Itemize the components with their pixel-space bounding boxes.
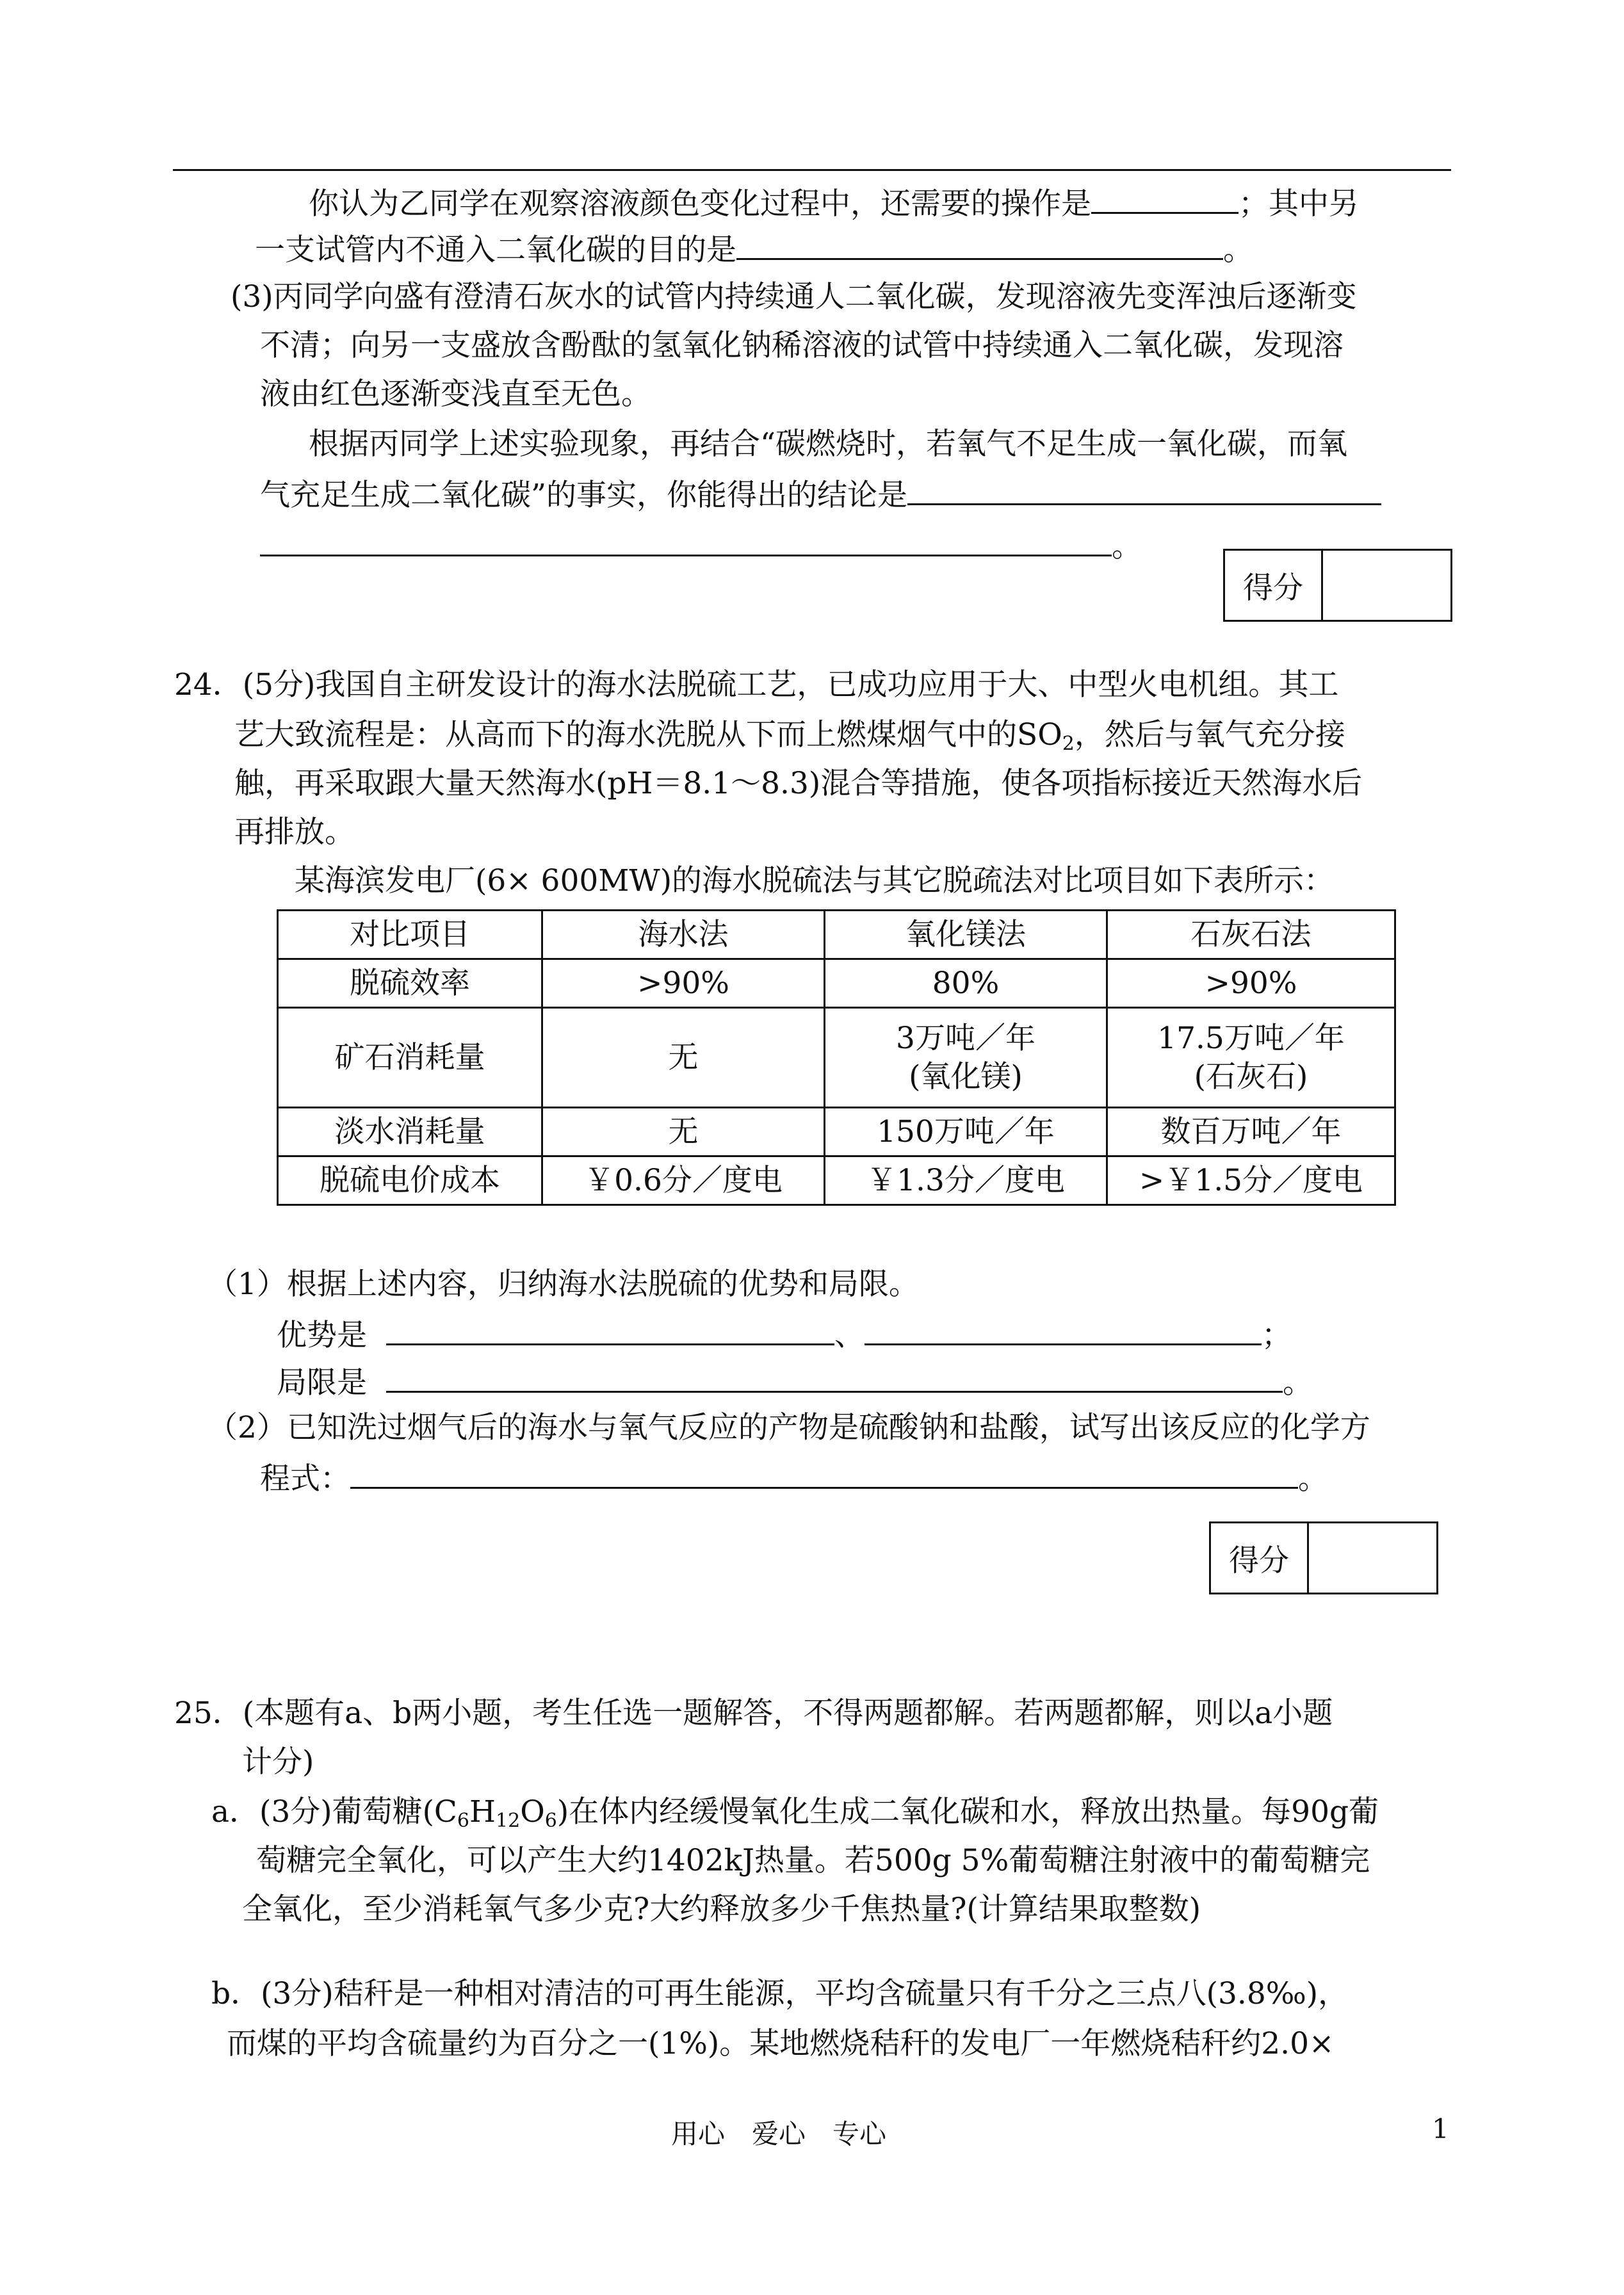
q23-line-2: 一支试管内不通入二氧化碳的目的是 。 bbox=[255, 229, 1253, 270]
q23-3-line-1: (3)丙同学向盛有澄清石灰水的试管内持续通人二氧化碳，发现溶液先变浑浊后逐渐变 bbox=[231, 279, 1357, 314]
q25b-line-1: b．(3分)秸秆是一种相对清洁的可再生能源，平均含硫量只有千分之三点八(3.8‰)， bbox=[211, 1976, 1349, 2011]
table-cell: 无 bbox=[542, 1108, 825, 1156]
table-row bbox=[278, 1108, 1395, 1156]
q25a-line-1: a．(3分)葡萄糖$(C_6H_{12}O_6)$在体内经缓慢氧化生成二氧化碳和水，释放出热量。每90g葡 bbox=[211, 1794, 1379, 1832]
comparison-table bbox=[277, 909, 1396, 1206]
q25a-line-2: 萄糖完全氧化，可以产生大约1402kJ热量。若500g 5%葡萄糖注射液中的葡萄糖完 bbox=[256, 1843, 1370, 1878]
q24-line-2: 艺大致流程是：从高而下的海水洗脱从下而上燃煤烟气中的$SO_2$，然后与氧气充分接 bbox=[234, 717, 1345, 755]
q23-3-line-5: 气充足生成二氧化碳”的事实，你能得出的结论是 bbox=[260, 474, 1381, 515]
q23-line-1: 你认为乙同学在观察溶液颜色变化过程中，还需要的操作是 ；其中另 bbox=[309, 182, 1359, 223]
table-cell: 脱硫效率 bbox=[278, 959, 542, 1008]
q24-line-3: 触，再采取跟大量天然海水(pH＝8.1～8.3)混合等措施，使各项指标接近天然海水后 bbox=[234, 766, 1363, 801]
score-field[interactable] bbox=[1309, 1523, 1436, 1593]
q24-sub2-line-2: 程式： 。 bbox=[260, 1457, 1328, 1498]
header-rule bbox=[173, 169, 1451, 171]
q23-3-line-3: 液由红色逐渐变浅直至无色。 bbox=[260, 377, 651, 412]
table-header-row bbox=[278, 911, 1395, 959]
score-label: 得分 bbox=[1225, 551, 1323, 620]
q24-sub1: （1）根据上述内容，归纳海水法脱硫的优势和局限。 bbox=[207, 1267, 919, 1302]
score-label: 得分 bbox=[1211, 1523, 1309, 1593]
answer-blank[interactable] bbox=[907, 474, 1381, 505]
answer-blank[interactable] bbox=[386, 1361, 1283, 1393]
score-box bbox=[1209, 1521, 1438, 1594]
q23-3-line-4: 根据丙同学上述实验现象，再结合“碳燃烧时，若氧气不足生成一氧化碳，而氧 bbox=[309, 426, 1348, 462]
answer-blank[interactable] bbox=[350, 1457, 1298, 1489]
score-box bbox=[1223, 549, 1452, 622]
table-cell: 矿石消耗量 bbox=[278, 1008, 542, 1108]
q24-advantage: 优势是 、 ； bbox=[277, 1314, 1292, 1355]
table-cell: >90% bbox=[542, 959, 825, 1008]
q24-sub2-line-1: （2）已知洗过烟气后的海水与氧气反应的产物是硫酸钠和盐酸，试写出该反应的化学方 bbox=[207, 1410, 1370, 1445]
table-header: 对比项目 bbox=[278, 911, 542, 959]
table-header: 石灰石法 bbox=[1107, 911, 1395, 959]
q25-line-1: 25．(本题有a、b两小题，考生任选一题解答，不得两题都解。若两题都解，则以a小题 bbox=[174, 1696, 1333, 1731]
table-cell: 数百万吨／年 bbox=[1107, 1108, 1395, 1156]
q24-line-4: 再排放。 bbox=[234, 815, 355, 850]
q23-3-line-2: 不清；向另一支盛放含酚酞的氢氧化钠稀溶液的试管中持续通入二氧化碳，发现溶 bbox=[260, 328, 1344, 363]
table-cell: 3万吨／年 (氧化镁) bbox=[825, 1008, 1107, 1108]
table-cell: ￥0.6分／度电 bbox=[542, 1156, 825, 1205]
table-cell: 脱硫电价成本 bbox=[278, 1156, 542, 1205]
table-row bbox=[278, 959, 1395, 1008]
answer-blank[interactable] bbox=[736, 229, 1223, 260]
table-row bbox=[278, 1156, 1395, 1205]
answer-blank[interactable] bbox=[386, 1314, 834, 1345]
table-cell: 80% bbox=[825, 959, 1107, 1008]
q24-limitation: 局限是 。 bbox=[277, 1361, 1313, 1402]
answer-blank[interactable] bbox=[1091, 182, 1238, 214]
table-cell: 无 bbox=[542, 1008, 825, 1108]
q23-3-line-6: 。 bbox=[260, 525, 1142, 566]
table-header: 氧化镁法 bbox=[825, 911, 1107, 959]
table-cell: ￥1.3分／度电 bbox=[825, 1156, 1107, 1205]
table-cell: 淡水消耗量 bbox=[278, 1108, 542, 1156]
footer-motto: 用心 爱心 专心 bbox=[671, 2118, 887, 2150]
answer-blank[interactable] bbox=[260, 525, 1112, 556]
table-cell: 17.5万吨／年 (石灰石) bbox=[1107, 1008, 1395, 1108]
q24-line-5: 某海滨发电厂(6× 600MW)的海水脱硫法与其它脱疏法对比项目如下表所示： bbox=[295, 863, 1335, 898]
score-field[interactable] bbox=[1323, 551, 1450, 620]
q25-line-2: 计分) bbox=[242, 1744, 314, 1780]
table-header: 海水法 bbox=[542, 911, 825, 959]
table-cell: >90% bbox=[1107, 959, 1395, 1008]
q25b-line-2: 而煤的平均含硫量约为百分之一(1%)。某地燃烧秸秆的发电厂一年燃烧秸秆约2.0× bbox=[227, 2026, 1335, 2061]
answer-blank[interactable] bbox=[865, 1314, 1262, 1345]
table-cell: >￥1.5分／度电 bbox=[1107, 1156, 1395, 1205]
table-row bbox=[278, 1008, 1395, 1108]
page-number: 1 bbox=[1432, 2113, 1449, 2145]
q24-line-1: 24．(5分)我国自主研发设计的海水法脱硫工艺，已成功应用于大、中型火电机组。其工 bbox=[174, 667, 1339, 702]
table-cell: 150万吨／年 bbox=[825, 1108, 1107, 1156]
q25a-line-3: 全氧化，至少消耗氧气多少克?大约释放多少千焦热量?(计算结果取整数) bbox=[242, 1892, 1201, 1927]
